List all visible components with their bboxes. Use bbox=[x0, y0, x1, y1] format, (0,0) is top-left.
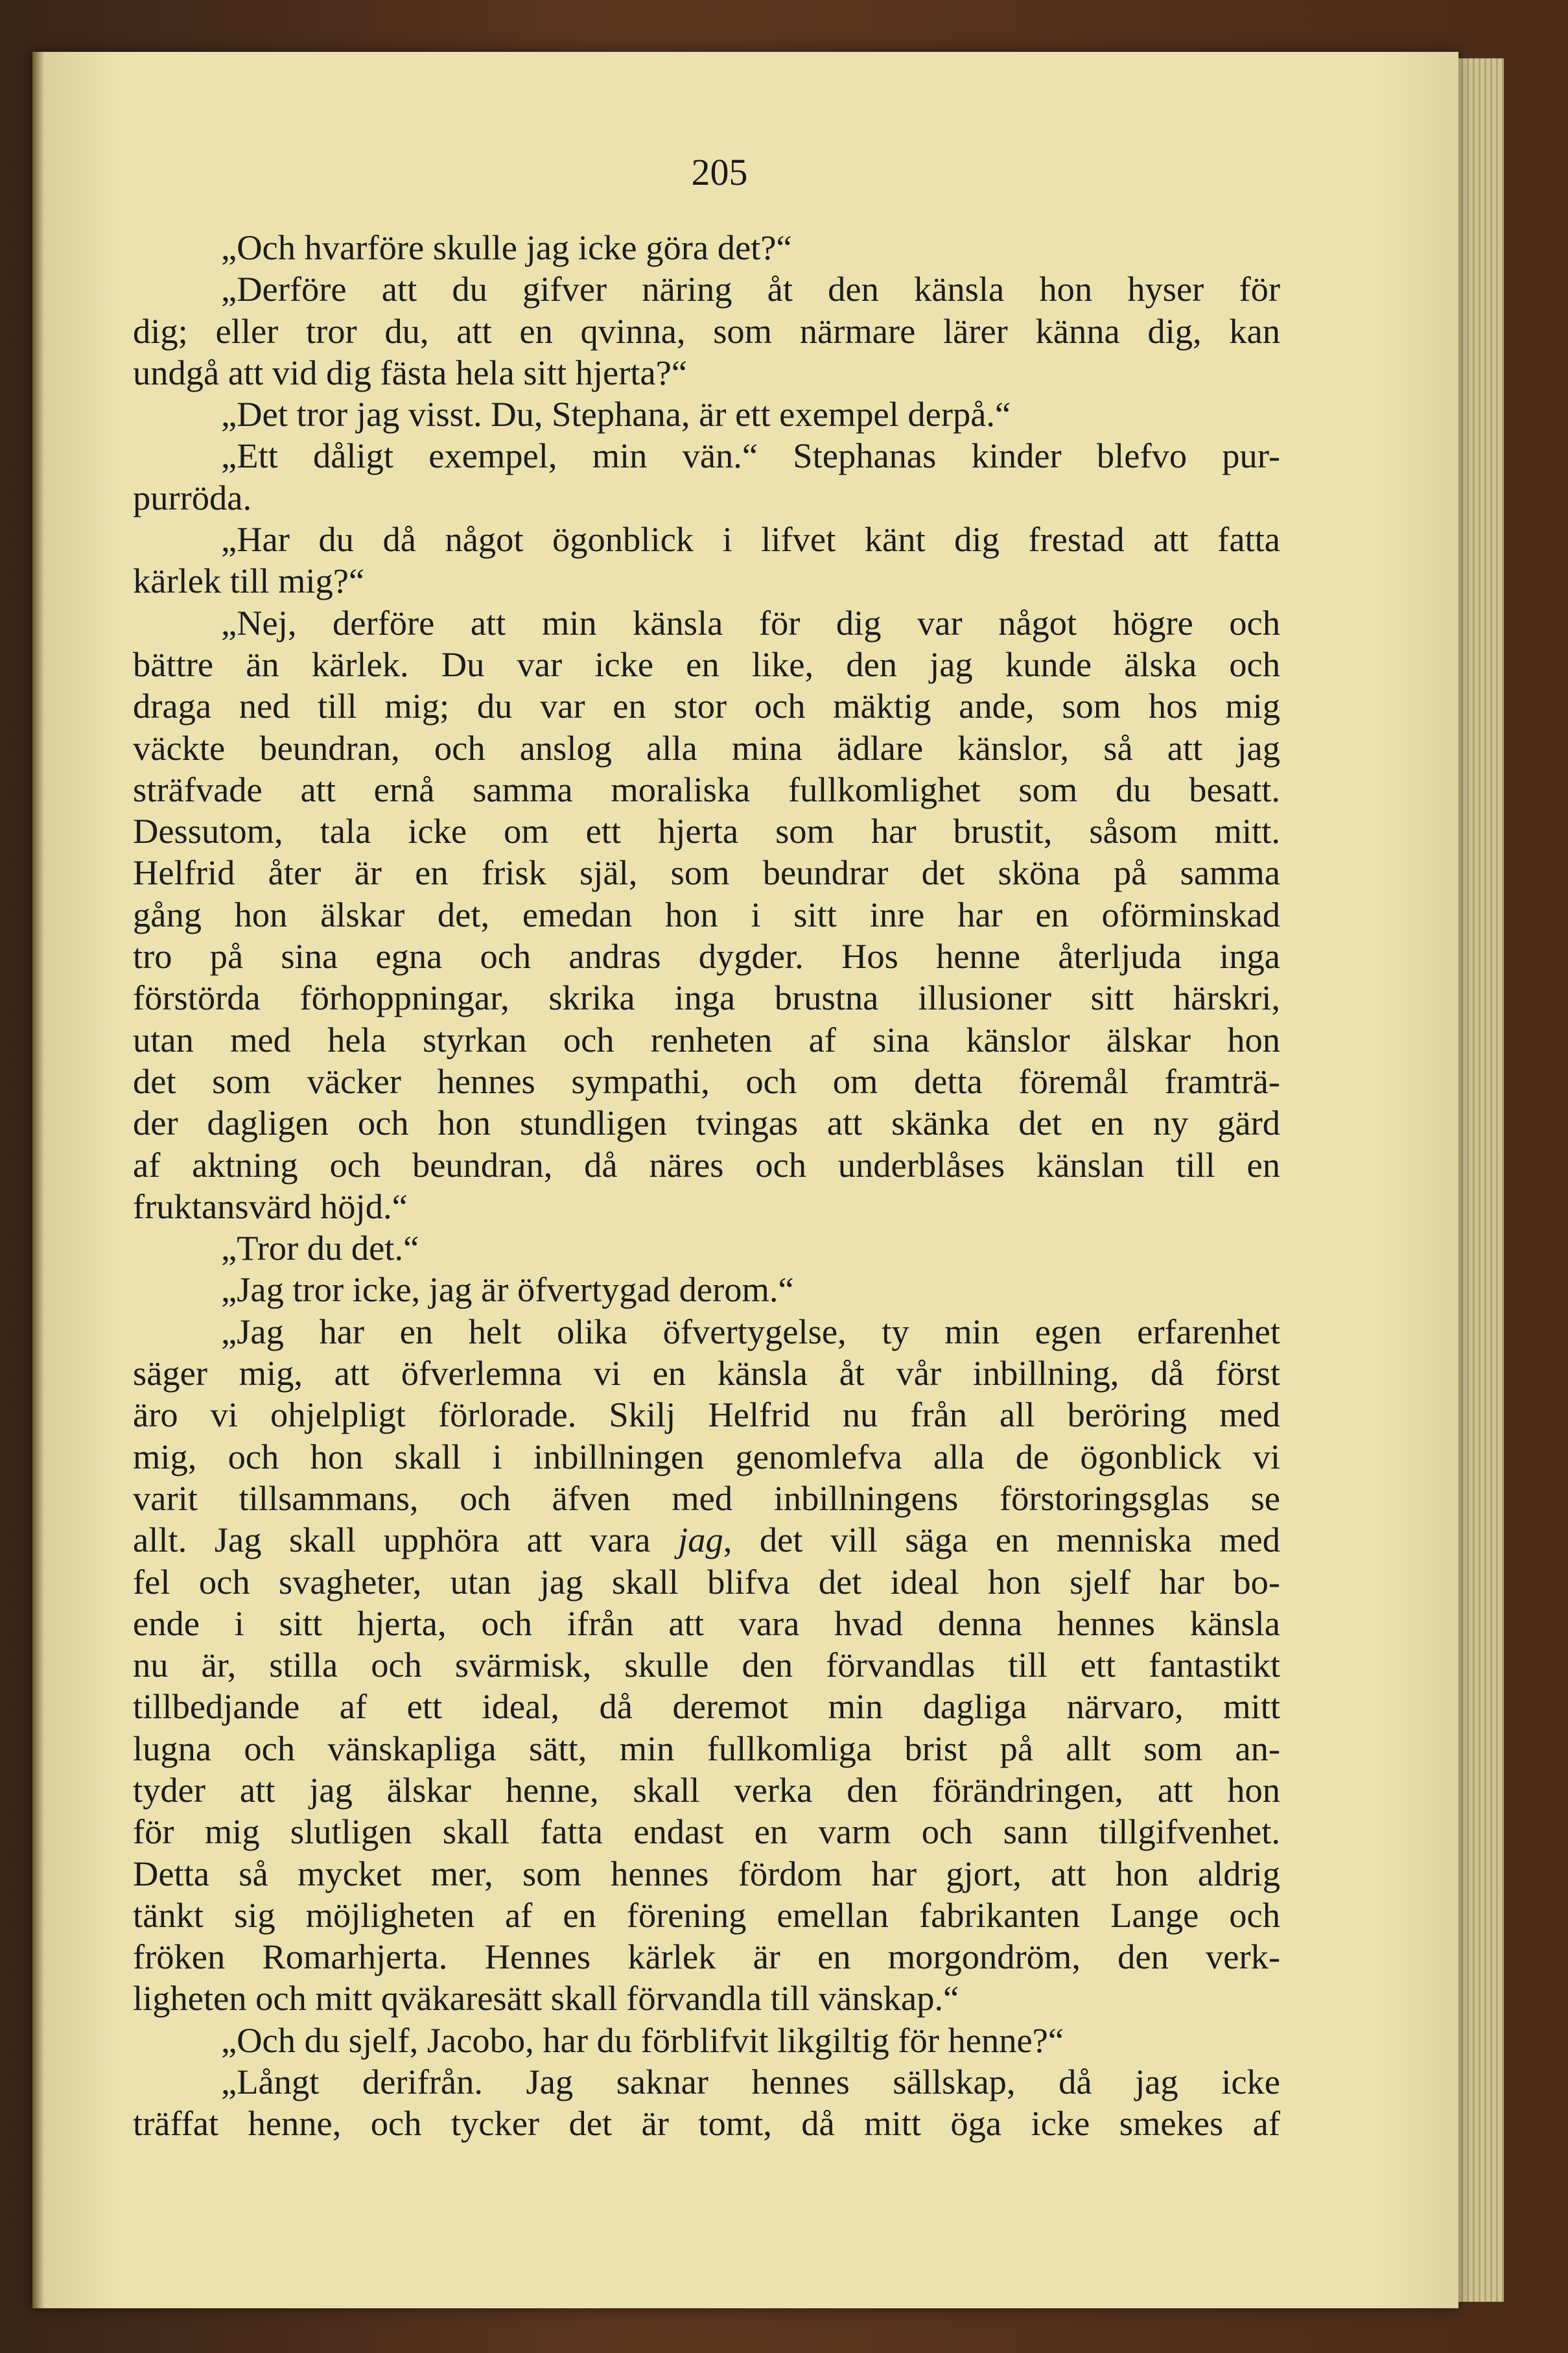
emphasis-text: jag bbox=[678, 1520, 723, 1560]
text-line: Helfrid åter är en frisk själ, som beundrar det sköna på samma bbox=[133, 853, 1280, 893]
text-line: gång hon älskar det, emedan hon i sitt inre har en oförminskad bbox=[133, 894, 1280, 934]
text-line bbox=[133, 1519, 1280, 1561]
text-line: Detta så mycket mer, som hennes fördom har gjort, att hon aldrig bbox=[133, 1853, 1280, 1893]
text-line: bättre än kärlek. Du var icke en like, den jag kunde älska och bbox=[133, 644, 1280, 684]
text-line: „Det tror jag visst. Du, Stephana, är ett exempel derpå.“ bbox=[221, 394, 1011, 434]
text-line: mig, och hon skall i inbillningen genomlefva alla de ögonblick vi bbox=[133, 1436, 1280, 1476]
page-number: 205 bbox=[691, 151, 748, 193]
page-gutter bbox=[32, 52, 44, 2308]
text-line: lugna och vänskapliga sätt, min fullkomliga brist på allt som an- bbox=[133, 1728, 1280, 1768]
body-text bbox=[133, 227, 1280, 2145]
text-line: fel och svagheter, utan jag skall blifva det ideal hon sjelf har bo- bbox=[133, 1561, 1280, 1602]
text-line: tillbedjande af ett ideal, då deremot min dagliga närvaro, mitt bbox=[133, 1686, 1280, 1727]
text-line: ende i sitt hjerta, och ifrån att vara hvad denna hennes känsla bbox=[133, 1603, 1280, 1643]
text-line: förstörda förhoppningar, skrika inga brustna illusioner sitt härskri, bbox=[133, 978, 1280, 1018]
text-line: sträfvade att ernå samma moraliska fullkomlighet som du besatt. bbox=[133, 769, 1280, 809]
text-line: träffat henne, och tycker det är tomt, då mitt öga icke smekes af bbox=[133, 2103, 1280, 2144]
text-segment: allt. Jag skall upphöra att vara bbox=[133, 1520, 679, 1560]
text-line: „Har du då något ögonblick i lifvet känt dig frestad att fatta bbox=[221, 519, 1280, 560]
text-line: det som väcker hennes sympathi, och om detta föremål framträ- bbox=[133, 1061, 1280, 1101]
text-line: dig; eller tror du, att en qvinna, som närmare lärer känna dig, kan bbox=[133, 311, 1280, 351]
text-line: fröken Romarhjerta. Hennes kärlek är en morgondröm, den verk- bbox=[133, 1937, 1280, 1977]
text-segment: , det vill säga en menniska med bbox=[723, 1520, 1280, 1560]
text-line: tro på sina egna och andras dygder. Hos henne återljuda inga bbox=[133, 936, 1280, 976]
text-line: Dessutom, tala icke om ett hjerta som har brustit, såsom mitt. bbox=[133, 811, 1280, 851]
text-line: säger mig, att öfverlemna vi en känsla åt vår inbillning, då först bbox=[133, 1353, 1280, 1393]
text-line: „Jag tror icke, jag är öfvertygad derom.“ bbox=[221, 1270, 794, 1310]
text-line: „Ett dåligt exempel, min vän.“ Stephanas kinder blefvo pur- bbox=[221, 436, 1280, 476]
text-line: „Tror du det.“ bbox=[221, 1228, 419, 1268]
text-line: undgå att vid dig fästa hela sitt hjerta?“ bbox=[133, 352, 688, 392]
text-line: „Derföre att du gifver näring åt den känsla hon hyser för bbox=[221, 269, 1280, 309]
text-line: draga ned till mig; du var en stor och mäktig ande, som hos mig bbox=[133, 686, 1280, 726]
text-line: tänkt sig möjligheten af en förening emellan fabrikanten Lange och bbox=[133, 1895, 1280, 1935]
text-line: der dagligen och hon stundligen tvingas att skänka det en ny gärd bbox=[133, 1103, 1280, 1143]
text-line: fruktansvärd höjd.“ bbox=[133, 1186, 408, 1226]
text-line: „Nej, derföre att min känsla för dig var något högre och bbox=[221, 602, 1280, 643]
text-line: purröda. bbox=[133, 477, 252, 517]
text-line: väckte beundran, och anslog alla mina ädlare känslor, så att jag bbox=[133, 727, 1280, 768]
text-line: för mig slutligen skall fatta endast en varm och sann tillgifvenhet. bbox=[133, 1812, 1280, 1852]
text-line: „Och du sjelf, Jacobo, har du förblifvit likgiltig för henne?“ bbox=[221, 2020, 1064, 2060]
text-line: „Långt derifrån. Jag saknar hennes sällskap, då jag icke bbox=[221, 2062, 1280, 2102]
text-line: varit tillsammans, och äfven med inbillningens förstoringsglas se bbox=[133, 1478, 1280, 1518]
text-line: „Jag har en helt olika öfvertygelse, ty min egen erfarenhet bbox=[221, 1311, 1280, 1351]
text-line: af aktning och beundran, då näres och underblåses känslan till en bbox=[133, 1144, 1280, 1185]
text-line: utan med hela styrkan och renheten af sina känslor älskar hon bbox=[133, 1019, 1280, 1059]
text-line: ligheten och mitt qväkaresätt skall förvandla till vänskap.“ bbox=[133, 1978, 959, 2018]
text-line: äro vi ohjelpligt förlorade. Skilj Helfrid nu från all beröring med bbox=[133, 1395, 1280, 1435]
text-line: kärlek till mig?“ bbox=[133, 561, 365, 601]
text-line: nu är, stilla och svärmisk, skulle den förvandlas till ett fantastikt bbox=[133, 1645, 1280, 1685]
text-line: tyder att jag älskar henne, skall verka den förändringen, att hon bbox=[133, 1769, 1280, 1810]
text-line: „Och hvarföre skulle jag icke göra det?“ bbox=[221, 228, 792, 267]
